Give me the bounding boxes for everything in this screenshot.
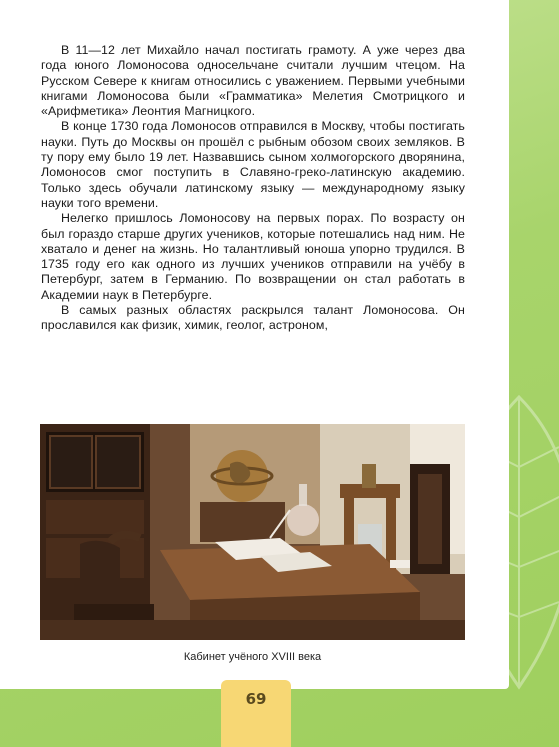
- body-text: [41, 43, 465, 334]
- paragraph: В 11—12 лет Михайло начал постигать грамоту. А уже через два года юного Ломоносова односельчане считали лучшим чтецом. На Русском Севере к книгам относились с уважением. Первыми учебными книгами Ломоносова были «Грамматика» Мелетия Смотрицкого и «Арифметика» Леонтия Магницкого.: [41, 43, 465, 119]
- paragraph: В конце 1730 года Ломоносов отправился в Москву, чтобы постигать науки. Путь до Москвы он прошёл с рыбным обозом своих земляков. В ту пору ему было 19 лет. Назвавшись сыном холмогорского дворянина, Ломоносов смог поступить в Славяно-греко-латинскую академию. Только здесь обучали латинскому языку — международному языку науки того времени.: [41, 119, 465, 210]
- study-room-photo: [40, 424, 465, 640]
- page-number: 69: [245, 690, 267, 708]
- figure-caption: Кабинет учёного XVIII века: [183, 651, 322, 663]
- page-number-tab: [221, 680, 291, 747]
- paragraph: В самых разных областях раскрылся талант Ломоносова. Он прославился как физик, химик, геолог, астроном,: [41, 303, 465, 333]
- paragraph: Нелегко пришлось Ломоносову на первых порах. По возрасту он был гораздо старше других учеников, которые потешались над ним. Не хватало и денег на жизнь. Но талантливый юноша упорно трудился. В 1735 году его как одного из лучших учеников отправили на учёбу в Петербург, затем в Германию. По возвращении он стал работать в Академии наук в Петербурге.: [41, 211, 465, 302]
